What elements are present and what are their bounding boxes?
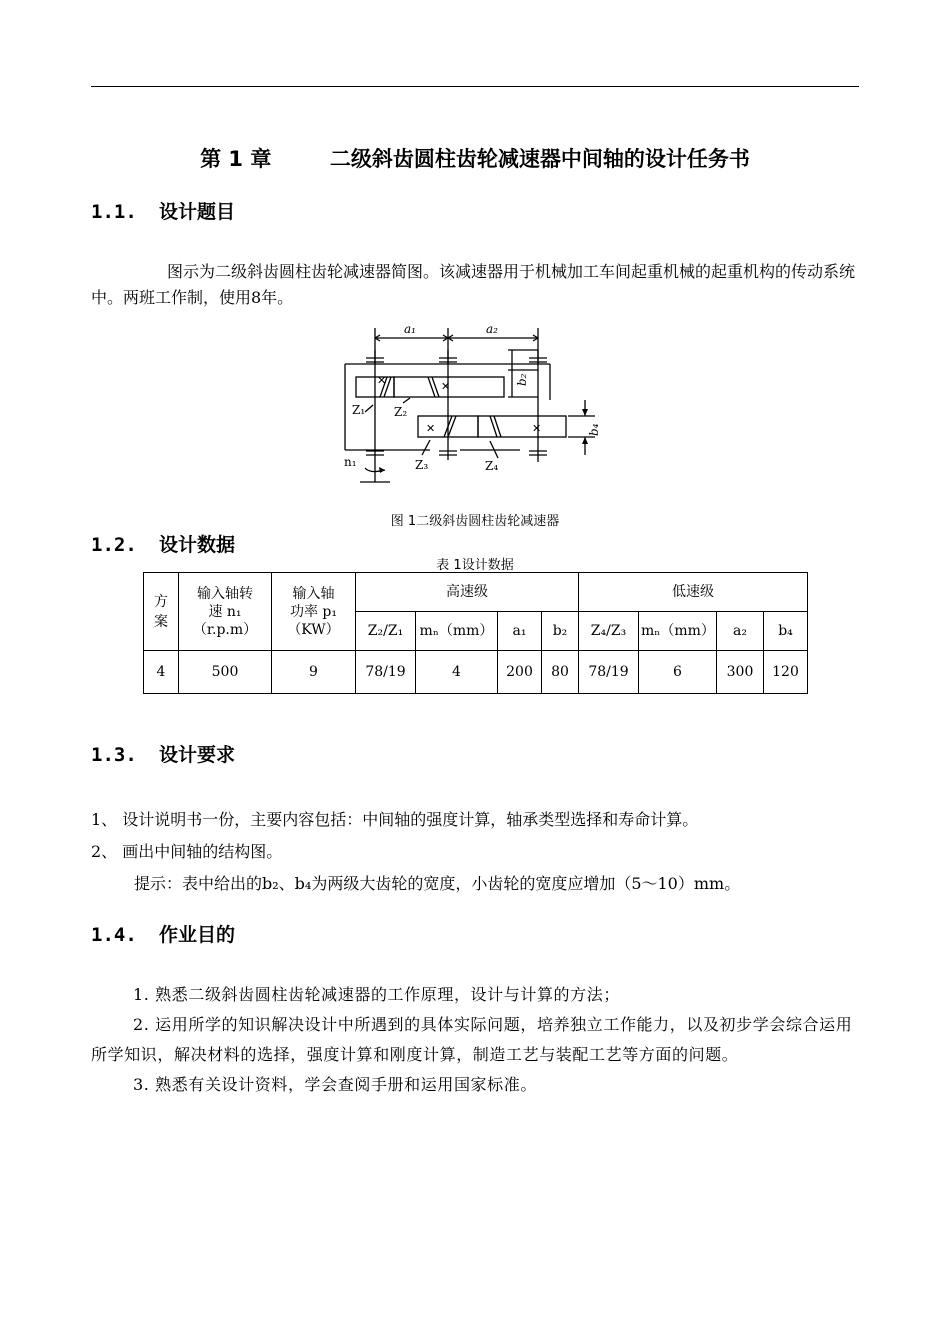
gear-mark-z4: ✕ [532, 422, 542, 435]
label-z3: Z₃ [415, 458, 429, 472]
table-cell: 200 [498, 651, 542, 694]
label-n1: n₁ [344, 455, 357, 469]
table-cell: 6 [639, 651, 717, 694]
label-z1: Z₁ [352, 403, 366, 417]
list-item: 1. 熟悉二级斜齿圆柱齿轮减速器的工作原理，设计与计算的方法； [133, 985, 620, 1004]
design-data-table [143, 572, 808, 694]
label-b2: b₂ [515, 373, 529, 386]
section-number: 1.4. [91, 924, 137, 946]
section-title: 作业目的 [159, 924, 236, 946]
figure-caption: 图 1二级斜齿圆柱齿轮减速器 [390, 514, 560, 529]
gear-mark-z3: ✕ [426, 422, 436, 435]
gear-mark-z1: ✕ [377, 374, 387, 387]
header-low-speed: 低速级 [579, 573, 808, 612]
chapter-heading [0, 143, 950, 173]
goals-list [91, 980, 861, 1100]
list-item: 2、 画出中间轴的结构图。 [91, 842, 283, 861]
table-row [144, 651, 808, 694]
label-z4: Z₄ [485, 459, 499, 473]
table-cell: 78/19 [579, 651, 639, 694]
section-number: 1.2. [91, 534, 137, 556]
list-item: 3. 熟悉有关设计资料，学会查阅手册和运用国家标准。 [133, 1075, 537, 1094]
section-title: 设计数据 [159, 534, 236, 556]
header-cell: a₁ [498, 612, 542, 651]
section-title: 设计题目 [159, 201, 236, 223]
section-heading-1-3 [91, 740, 235, 767]
header-cell: a₂ [717, 612, 764, 651]
gear-mark-z2: ✕ [441, 380, 451, 393]
section-number: 1.3. [91, 744, 137, 766]
table-cell: 4 [416, 651, 498, 694]
table-cell: 80 [542, 651, 579, 694]
header-cell: mₙ（mm） [639, 612, 717, 651]
header-cell: Z₄/Z₃ [579, 612, 639, 651]
table-cell: 78/19 [356, 651, 416, 694]
intro-paragraph: 图示为二级斜齿圆柱齿轮减速器简图。该减速器用于机械加工车间起重机械的起重机构的传动系统中。两班工作制，使用8年。 [91, 262, 856, 307]
table-caption: 表 1设计数据 [436, 558, 514, 573]
header-input-speed: 输入轴转 速 n₁ （r.p.m） [179, 573, 272, 651]
header-cell: b₄ [764, 612, 808, 651]
table-cell: 4 [144, 651, 179, 694]
section-heading-1-2 [91, 530, 235, 557]
label-a1: a₁ [404, 322, 416, 336]
label-a2: a₂ [486, 322, 498, 336]
gearbox-diagram [340, 320, 610, 496]
header-input-power: 输入轴 功率 p₁ （KW） [272, 573, 356, 651]
requirements-list [91, 804, 881, 900]
table-cell: 500 [179, 651, 272, 694]
hint-text: 提示：表中给出的b₂、b₄为两级大齿轮的宽度，小齿轮的宽度应增加（5～10）mm。 [134, 874, 741, 893]
header-high-speed: 高速级 [356, 573, 579, 612]
header-scheme: 方案 [144, 573, 179, 651]
list-item: 2. 运用所学的知识解决设计中所遇到的具体实际问题，培养独立工作能力，以及初步学会综合运用所学知识，解决材料的选择，强度计算和刚度计算，制造工艺与装配工艺等方面的问题。 [91, 1015, 853, 1064]
section-heading-1-4 [91, 920, 235, 947]
header-rule [91, 86, 859, 87]
section-title: 设计要求 [159, 744, 236, 766]
table-cell: 120 [764, 651, 808, 694]
table-cell: 300 [717, 651, 764, 694]
list-item: 1、 设计说明书一份，主要内容包括：中间轴的强度计算，轴承类型选择和寿命计算。 [91, 810, 699, 829]
label-b4: b₄ [587, 423, 601, 436]
table-cell: 9 [272, 651, 356, 694]
chapter-title: 二级斜齿圆柱齿轮减速器中间轴的设计任务书 [329, 147, 750, 171]
label-z2: Z₂ [394, 405, 408, 419]
section-heading-1-1 [91, 197, 235, 224]
section-number: 1.1. [91, 201, 137, 223]
header-cell: Z₂/Z₁ [356, 612, 416, 651]
chapter-label: 第 1 章 [200, 147, 272, 171]
header-cell: mₙ（mm） [416, 612, 498, 651]
header-cell: b₂ [542, 612, 579, 651]
